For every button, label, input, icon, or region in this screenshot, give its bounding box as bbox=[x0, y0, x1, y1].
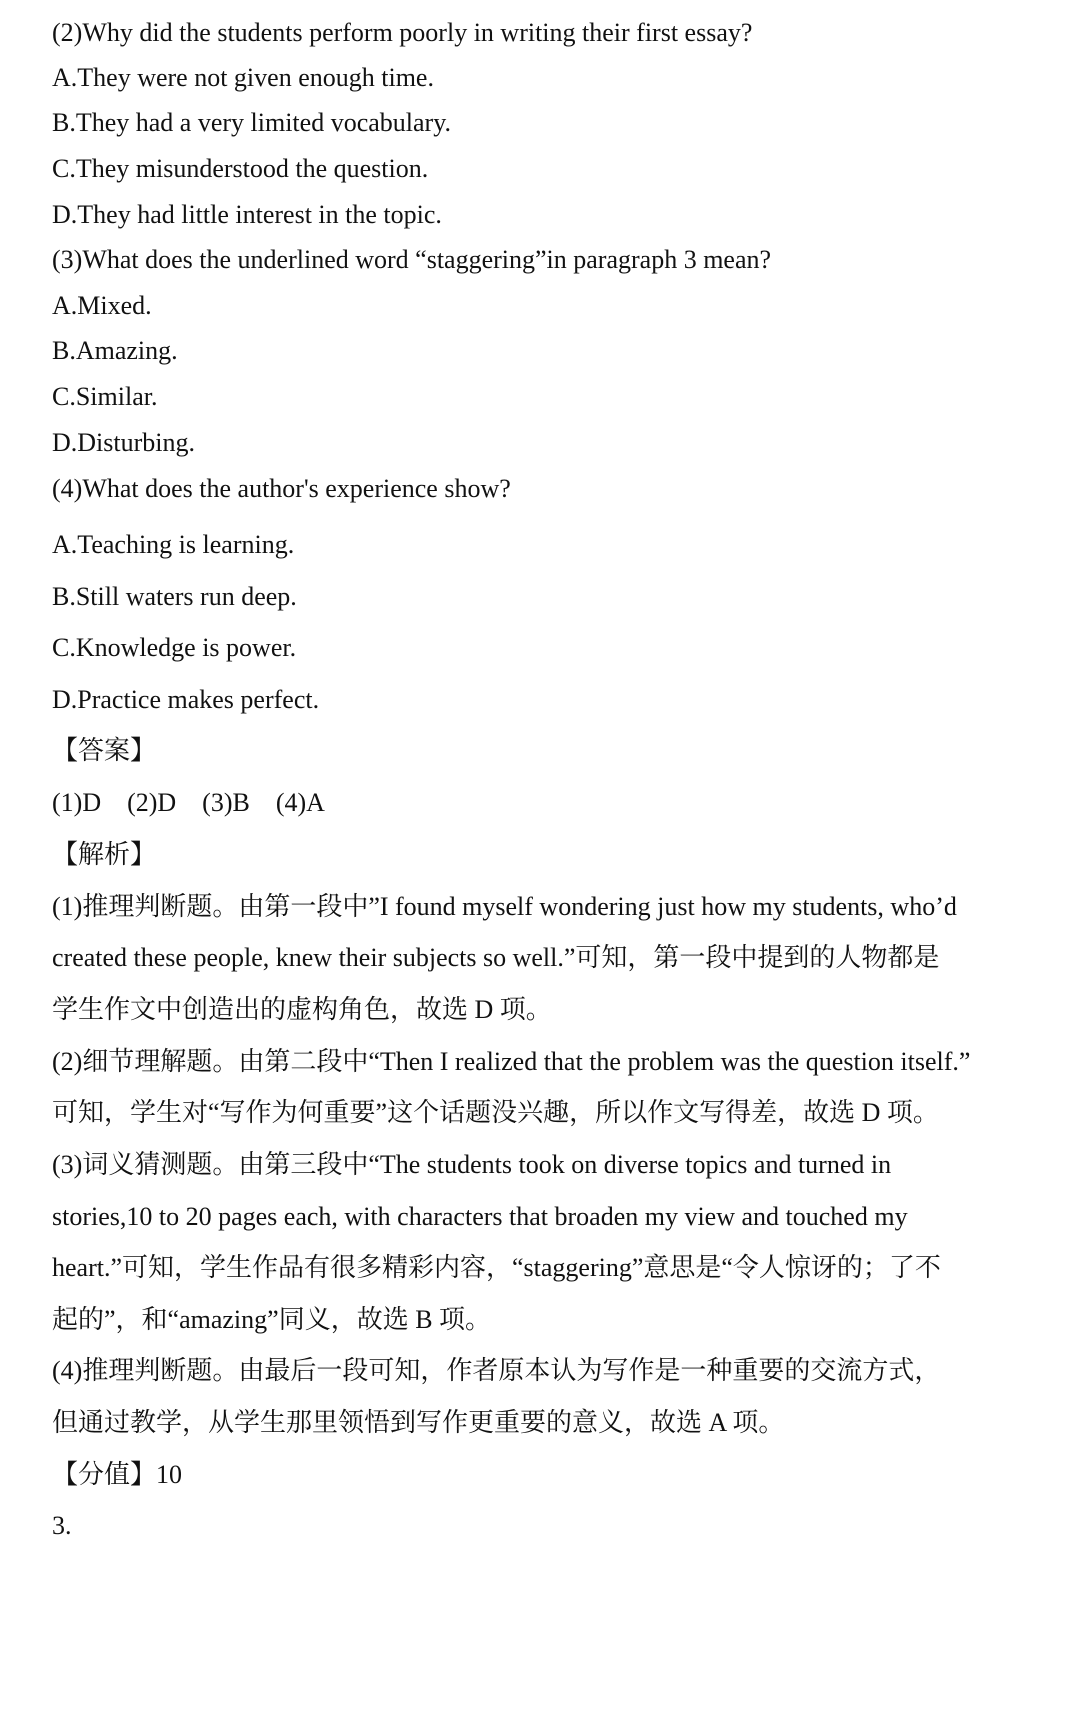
question-3-option-b: B.Amazing. bbox=[52, 336, 178, 365]
question-4-stem: (4)What does the author's experience show? bbox=[52, 474, 511, 503]
question-4-option-b: B.Still waters run deep. bbox=[52, 582, 297, 611]
question-2-option-c: C.They misunderstood the question. bbox=[52, 154, 429, 183]
analysis-line: created these people, knew their subjects so well.”可知，第一段中提到的人物都是 bbox=[52, 943, 940, 972]
question-2-option-d: D.They had little interest in the topic. bbox=[52, 200, 442, 229]
analysis-line: 学生作文中创造出的虚构角色，故选 D 项。 bbox=[52, 995, 552, 1024]
analysis-line: (4)推理判断题。由最后一段可知，作者原本认为写作是一种重要的交流方式， bbox=[52, 1356, 941, 1385]
analysis-line: 起的”，和“amazing”同义，故选 B 项。 bbox=[52, 1305, 492, 1334]
score-line bbox=[52, 1458, 1066, 1492]
analysis-line: stories,10 to 20 pages each, with characters that broaden my view and touched my bbox=[52, 1202, 908, 1231]
analysis-line: (2)细节理解题。由第二段中“Then I realized that the problem was the question itself.” bbox=[52, 1047, 971, 1076]
analysis-line: heart.”可知，学生作品有很多精彩内容，“staggering”意思是“令人惊讶的；了不 bbox=[52, 1253, 941, 1282]
question-2-option-a: A.They were not given enough time. bbox=[52, 63, 434, 92]
question-2-option-b: B.They had a very limited vocabulary. bbox=[52, 108, 452, 137]
score-label: 【分值】 bbox=[52, 1460, 157, 1489]
question-4-option-a: A.Teaching is learning. bbox=[52, 530, 295, 559]
answer-heading: 【答案】 bbox=[52, 736, 157, 765]
question-3-option-c: C.Similar. bbox=[52, 382, 158, 411]
analysis-line: 但通过教学，从学生那里领悟到写作更重要的意义，故选 A 项。 bbox=[52, 1408, 785, 1437]
score-value: 10 bbox=[156, 1460, 183, 1489]
next-item-number: 3. bbox=[52, 1511, 72, 1540]
question-2-stem: (2)Why did the students perform poorly in writing their first essay? bbox=[52, 18, 753, 47]
answer-text: (1)D (2)D (3)B (4)A bbox=[52, 788, 325, 817]
analysis-line: 可知，学生对“写作为何重要”这个话题没兴趣，所以作文写得差，故选 D 项。 bbox=[52, 1098, 939, 1127]
question-3-option-a: A.Mixed. bbox=[52, 291, 152, 320]
analysis-heading: 【解析】 bbox=[52, 840, 157, 869]
analysis-line: (3)词义猜测题。由第三段中“The students took on diverse topics and turned in bbox=[52, 1150, 892, 1179]
question-4-option-d: D.Practice makes perfect. bbox=[52, 685, 320, 714]
question-3-option-d: D.Disturbing. bbox=[52, 428, 195, 457]
question-4-option-c: C.Knowledge is power. bbox=[52, 633, 297, 662]
analysis-line: (1)推理判断题。由第一段中”I found myself wondering just how my students, who’d bbox=[52, 892, 957, 921]
question-3-stem: (3)What does the underlined word “staggering”in paragraph 3 mean? bbox=[52, 245, 772, 274]
